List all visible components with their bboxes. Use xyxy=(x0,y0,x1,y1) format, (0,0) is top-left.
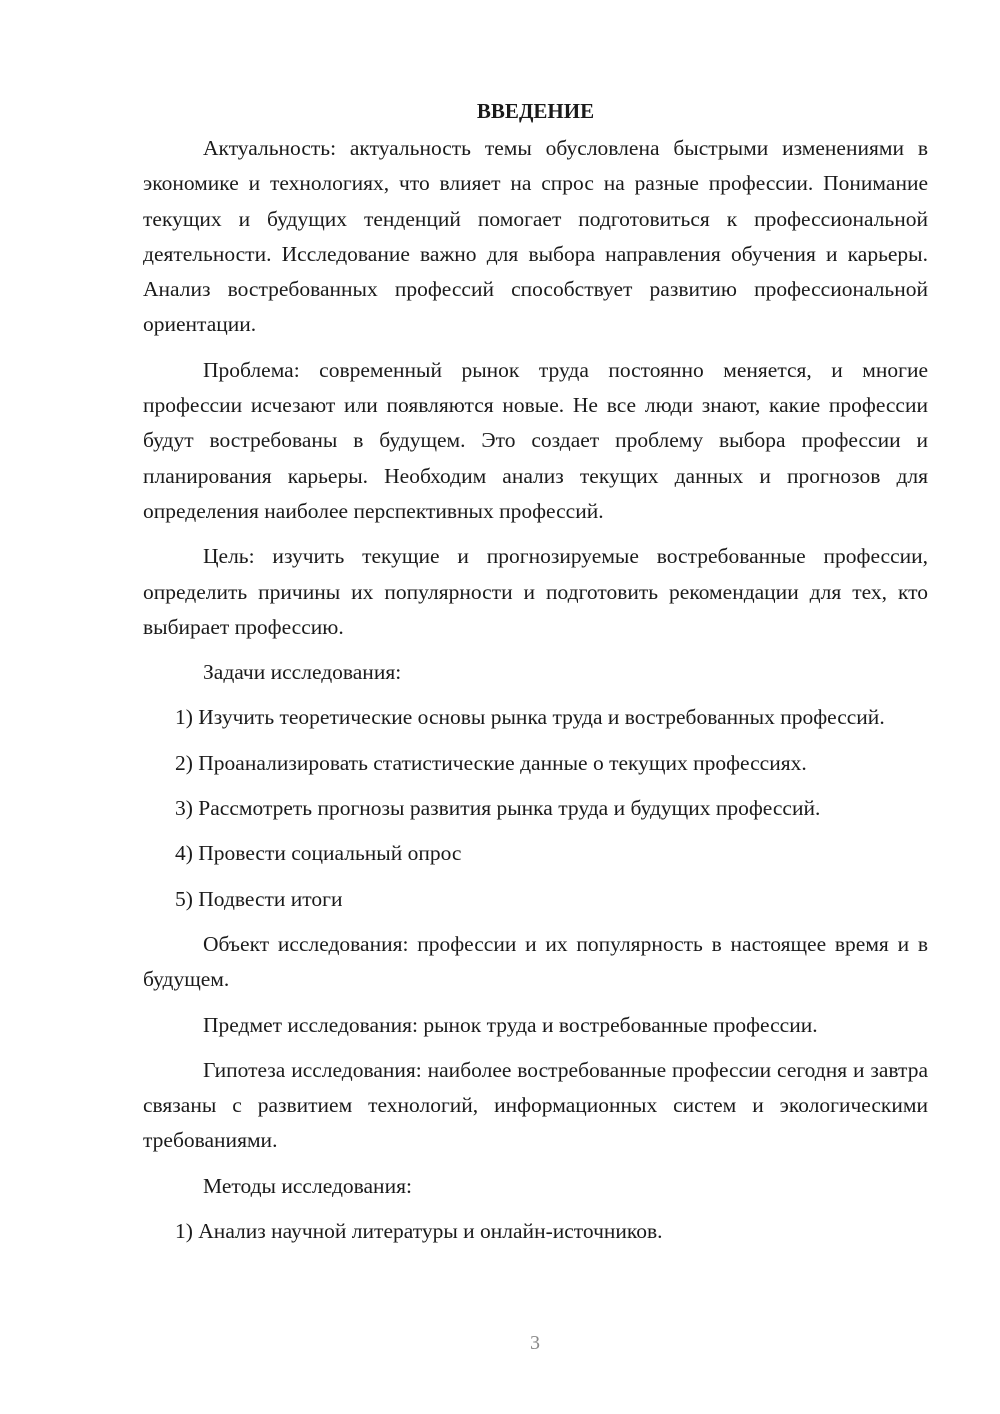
document-page xyxy=(143,96,928,1259)
paragraph-goal: Цель: изучить текущие и прогнозируемые востребованные профессии, определить причины их популярности и подготовить рекомендации для тех, кто выбирает профессию. xyxy=(143,544,928,639)
paragraph-problem: Проблема: современный рынок труда постоянно меняется, и многие профессии исчезают или появляются новые. Не все люди знают, какие профессии будут востребованы в будущем. Это создает проблему выбора профессии и планирования карьеры. Необходим анализ текущих данных и прогнозов для определения наиболее перспективных профессий. xyxy=(143,357,928,523)
paragraph-relevance: Актуальность: актуальность темы обусловлена быстрыми изменениями в экономике и технологиях, что влияет на спрос на разные профессии. Понимание текущих и будущих тенденций помогает подготовиться к профессиональной деятельности. Исследование важно для выбора направления обучения и карьеры. Анализ востребованных профессий способствует развитию профессиональной ориентации. xyxy=(143,136,928,337)
page-number: 3 xyxy=(530,1332,540,1354)
task-item-2: 2) Проанализировать статистические данные о текущих профессиях. xyxy=(175,750,807,775)
task-item-5: 5) Подвести итоги xyxy=(175,886,343,911)
paragraph-subject: Предмет исследования: рынок труда и востребованные профессии. xyxy=(203,1012,818,1037)
task-item-1: 1) Изучить теоретические основы рынка труда и востребованных профессий. xyxy=(175,705,885,730)
methods-heading: Методы исследования: xyxy=(203,1173,412,1198)
tasks-heading: Задачи исследования: xyxy=(203,660,402,685)
section-title: ВВЕДЕНИЕ xyxy=(476,99,595,123)
paragraph-hypothesis: Гипотеза исследования: наиболее востребованные профессии сегодня и завтра связаны с развитием технологий, информационных систем и экологическими требованиями. xyxy=(143,1057,928,1153)
task-item-3: 3) Рассмотреть прогнозы развития рынка труда и будущих профессий. xyxy=(175,796,821,821)
paragraph-object: Объект исследования: профессии и их популярность в настоящее время и в будущем. xyxy=(143,931,928,992)
method-item-1: 1) Анализ научной литературы и онлайн-источников. xyxy=(175,1219,663,1244)
task-item-4: 4) Провести социальный опрос xyxy=(175,841,462,866)
